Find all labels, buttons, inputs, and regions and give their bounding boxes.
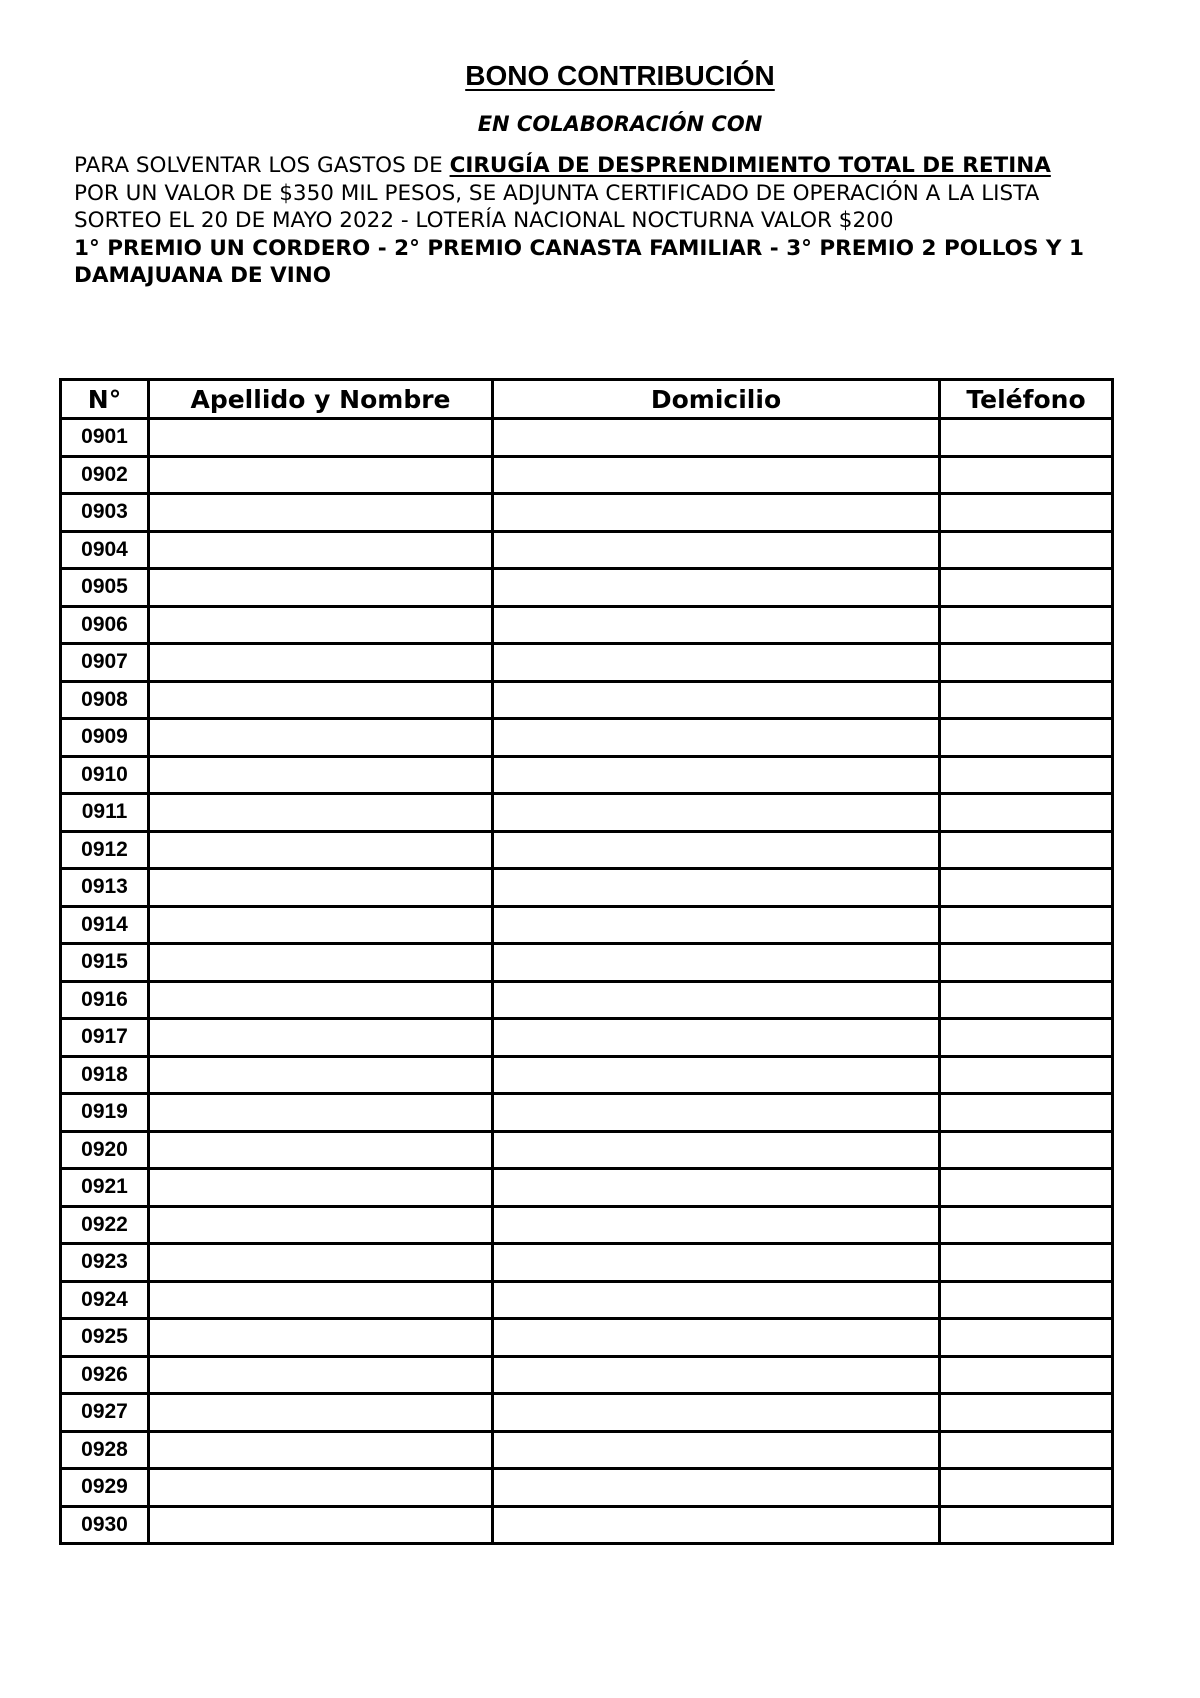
phone-cell[interactable] — [940, 606, 1113, 644]
table-row — [61, 1131, 1113, 1169]
ticket-number: 0922 — [61, 1206, 149, 1244]
name-cell[interactable] — [149, 1019, 493, 1057]
phone-cell[interactable] — [940, 756, 1113, 794]
phone-cell[interactable] — [940, 831, 1113, 869]
name-cell[interactable] — [149, 419, 493, 457]
address-cell[interactable] — [493, 1169, 940, 1207]
ticket-number: 0906 — [61, 606, 149, 644]
table-row — [61, 1356, 1113, 1394]
phone-cell[interactable] — [940, 1281, 1113, 1319]
name-cell[interactable] — [149, 1281, 493, 1319]
name-cell[interactable] — [149, 981, 493, 1019]
address-cell[interactable] — [493, 1281, 940, 1319]
table-row — [61, 644, 1113, 682]
table-row — [61, 981, 1113, 1019]
table-row — [61, 1469, 1113, 1507]
ticket-number: 0908 — [61, 681, 149, 719]
table-row — [61, 1056, 1113, 1094]
name-cell[interactable] — [149, 1244, 493, 1282]
address-cell[interactable] — [493, 1319, 940, 1357]
ticket-number: 0921 — [61, 1169, 149, 1207]
name-cell[interactable] — [149, 794, 493, 832]
phone-cell[interactable] — [940, 1469, 1113, 1507]
table-row — [61, 1319, 1113, 1357]
address-cell[interactable] — [493, 1094, 940, 1132]
phone-cell[interactable] — [940, 944, 1113, 982]
name-cell[interactable] — [149, 1169, 493, 1207]
address-cell[interactable] — [493, 906, 940, 944]
address-cell[interactable] — [493, 419, 940, 457]
purpose-prefix: PARA SOLVENTAR LOS GASTOS DE — [74, 153, 450, 178]
ticket-number: 0911 — [61, 794, 149, 832]
table-row — [61, 756, 1113, 794]
table-row — [61, 1244, 1113, 1282]
name-cell[interactable] — [149, 681, 493, 719]
header-phone: Teléfono — [940, 380, 1113, 419]
name-cell[interactable] — [149, 869, 493, 907]
table-row — [61, 1431, 1113, 1469]
phone-cell[interactable] — [940, 531, 1113, 569]
info-block — [74, 152, 1104, 290]
name-cell[interactable] — [149, 531, 493, 569]
name-cell[interactable] — [149, 644, 493, 682]
table-row — [61, 944, 1113, 982]
name-cell[interactable] — [149, 831, 493, 869]
ticket-number: 0924 — [61, 1281, 149, 1319]
phone-cell[interactable] — [940, 1244, 1113, 1282]
address-cell[interactable] — [493, 1056, 940, 1094]
name-cell[interactable] — [149, 944, 493, 982]
purpose-line — [74, 152, 1104, 180]
ticket-number: 0920 — [61, 1131, 149, 1169]
ticket-number: 0914 — [61, 906, 149, 944]
phone-cell[interactable] — [940, 719, 1113, 757]
phone-cell[interactable] — [940, 1131, 1113, 1169]
phone-cell[interactable] — [940, 419, 1113, 457]
address-cell[interactable] — [493, 1506, 940, 1544]
phone-cell[interactable] — [940, 1056, 1113, 1094]
table-row — [61, 869, 1113, 907]
header-number: N° — [61, 380, 149, 419]
amount-line: POR UN VALOR DE $350 MIL PESOS, SE ADJUNTA CERTIFICADO DE OPERACIÓN A LA LISTA — [74, 180, 1040, 206]
table-row — [61, 1094, 1113, 1132]
ticket-number: 0925 — [61, 1319, 149, 1357]
table-row — [61, 1506, 1113, 1544]
address-cell[interactable] — [493, 569, 940, 607]
draw-line: SORTEO EL 20 DE MAYO 2022 - LOTERÍA NACIONAL NOCTURNA VALOR $200 — [74, 208, 894, 233]
table-row — [61, 606, 1113, 644]
address-cell[interactable] — [493, 1431, 940, 1469]
name-cell[interactable] — [149, 1206, 493, 1244]
document-subtitle: EN COLABORACIÓN CON — [477, 112, 763, 136]
ticket-number: 0918 — [61, 1056, 149, 1094]
address-cell[interactable] — [493, 606, 940, 644]
phone-cell[interactable] — [940, 1319, 1113, 1357]
phone-cell[interactable] — [940, 1356, 1113, 1394]
name-cell[interactable] — [149, 606, 493, 644]
phone-cell[interactable] — [940, 569, 1113, 607]
table-body — [61, 419, 1113, 1544]
purpose-highlight: CIRUGÍA DE DESPRENDIMIENTO TOTAL DE RETINA — [449, 153, 1051, 178]
table-row — [61, 1019, 1113, 1057]
table-row — [61, 1169, 1113, 1207]
address-cell[interactable] — [493, 794, 940, 832]
table-row — [61, 1206, 1113, 1244]
name-cell[interactable] — [149, 906, 493, 944]
table-row — [61, 794, 1113, 832]
address-cell[interactable] — [493, 869, 940, 907]
ticket-number: 0912 — [61, 831, 149, 869]
address-cell[interactable] — [493, 1244, 940, 1282]
ticket-number: 0919 — [61, 1094, 149, 1132]
name-cell[interactable] — [149, 1394, 493, 1432]
address-cell[interactable] — [493, 1019, 940, 1057]
phone-cell[interactable] — [940, 644, 1113, 682]
address-cell[interactable] — [493, 981, 940, 1019]
table-row — [61, 719, 1113, 757]
address-cell[interactable] — [493, 456, 940, 494]
ticket-number: 0910 — [61, 756, 149, 794]
prizes-line: 1° PREMIO UN CORDERO - 2° PREMIO CANASTA FAMILIAR - 3° PREMIO 2 POLLOS Y 1 DAMAJUANA DE VINO — [74, 235, 1084, 288]
table-row — [61, 494, 1113, 532]
address-cell[interactable] — [493, 1356, 940, 1394]
header-name: Apellido y Nombre — [149, 380, 493, 419]
phone-cell[interactable] — [940, 494, 1113, 532]
ticket-number: 0907 — [61, 644, 149, 682]
address-cell[interactable] — [493, 531, 940, 569]
name-cell[interactable] — [149, 1056, 493, 1094]
phone-cell[interactable] — [940, 981, 1113, 1019]
address-cell[interactable] — [493, 831, 940, 869]
address-cell[interactable] — [493, 681, 940, 719]
name-cell[interactable] — [149, 1131, 493, 1169]
phone-cell[interactable] — [940, 1394, 1113, 1432]
ticket-number: 0902 — [61, 456, 149, 494]
phone-cell[interactable] — [940, 1206, 1113, 1244]
address-cell[interactable] — [493, 1131, 940, 1169]
name-cell[interactable] — [149, 1094, 493, 1132]
ticket-number: 0904 — [61, 531, 149, 569]
name-cell[interactable] — [149, 1319, 493, 1357]
name-cell[interactable] — [149, 494, 493, 532]
table-row — [61, 569, 1113, 607]
phone-cell[interactable] — [940, 1094, 1113, 1132]
ticket-number: 0913 — [61, 869, 149, 907]
table-header-row — [61, 380, 1113, 419]
document-title: BONO CONTRIBUCIÓN — [465, 60, 775, 91]
table-row — [61, 419, 1113, 457]
ticket-number: 0901 — [61, 419, 149, 457]
address-cell[interactable] — [493, 944, 940, 982]
table-row — [61, 531, 1113, 569]
phone-cell[interactable] — [940, 1506, 1113, 1544]
ticket-number: 0929 — [61, 1469, 149, 1507]
table-row — [61, 456, 1113, 494]
ticket-number: 0903 — [61, 494, 149, 532]
phone-cell[interactable] — [940, 681, 1113, 719]
contribution-table — [59, 378, 1114, 1545]
table-row — [61, 681, 1113, 719]
name-cell[interactable] — [149, 569, 493, 607]
table-row — [61, 906, 1113, 944]
phone-cell[interactable] — [940, 456, 1113, 494]
ticket-number: 0916 — [61, 981, 149, 1019]
ticket-number: 0923 — [61, 1244, 149, 1282]
name-cell[interactable] — [149, 1506, 493, 1544]
ticket-number: 0917 — [61, 1019, 149, 1057]
address-cell[interactable] — [493, 756, 940, 794]
ticket-number: 0928 — [61, 1431, 149, 1469]
phone-cell[interactable] — [940, 1431, 1113, 1469]
ticket-number: 0926 — [61, 1356, 149, 1394]
name-cell[interactable] — [149, 456, 493, 494]
name-cell[interactable] — [149, 756, 493, 794]
phone-cell[interactable] — [940, 906, 1113, 944]
phone-cell[interactable] — [940, 794, 1113, 832]
name-cell[interactable] — [149, 1469, 493, 1507]
name-cell[interactable] — [149, 1431, 493, 1469]
ticket-number: 0927 — [61, 1394, 149, 1432]
address-cell[interactable] — [493, 1469, 940, 1507]
ticket-number: 0915 — [61, 944, 149, 982]
ticket-number: 0909 — [61, 719, 149, 757]
ticket-number: 0930 — [61, 1506, 149, 1544]
phone-cell[interactable] — [940, 869, 1113, 907]
name-cell[interactable] — [149, 1356, 493, 1394]
table-row — [61, 1281, 1113, 1319]
address-cell[interactable] — [493, 719, 940, 757]
header-address: Domicilio — [493, 380, 940, 419]
table-row — [61, 1394, 1113, 1432]
table-row — [61, 831, 1113, 869]
address-cell[interactable] — [493, 494, 940, 532]
address-cell[interactable] — [493, 1394, 940, 1432]
ticket-number: 0905 — [61, 569, 149, 607]
address-cell[interactable] — [493, 644, 940, 682]
address-cell[interactable] — [493, 1206, 940, 1244]
phone-cell[interactable] — [940, 1019, 1113, 1057]
phone-cell[interactable] — [940, 1169, 1113, 1207]
name-cell[interactable] — [149, 719, 493, 757]
